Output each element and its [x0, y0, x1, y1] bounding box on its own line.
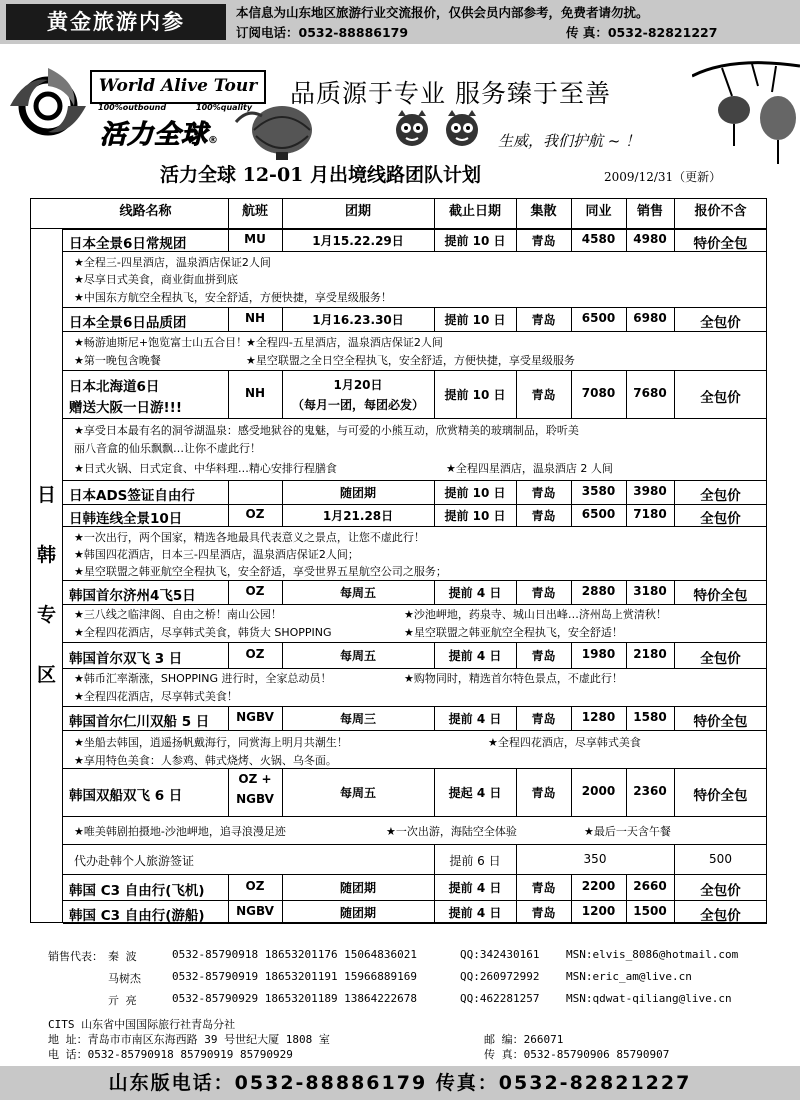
logo-subtitle-outbound: 100%outbound: [98, 103, 167, 112]
hub-city: 青岛: [531, 509, 556, 523]
header-fax: 传 真：0532-82821227: [566, 25, 718, 40]
rep-name: 马树杰: [108, 972, 141, 985]
flight-code-2: NGBV: [236, 792, 274, 806]
group-dates: 1月21.28日: [322, 509, 394, 523]
row-divider: [63, 504, 767, 505]
swirl-logo-icon: [8, 66, 88, 146]
flight-code: NGBV: [236, 903, 274, 918]
header-route-name: 线路名称: [119, 204, 172, 219]
price-note: 全包价: [700, 488, 741, 504]
route-highlight: ★享用特色美食：人参鸡、韩式烧烤、火锅、乌冬面。: [74, 754, 337, 767]
hub-city: 青岛: [531, 905, 556, 920]
flight-code: OZ +: [238, 772, 272, 786]
trade-price: 350: [583, 852, 607, 866]
header-trade-price: 同业: [585, 204, 612, 219]
column-divider: [228, 480, 229, 504]
plan-title: 活力全球 12-01 月出境线路团队计划: [160, 164, 481, 186]
route-highlight: ★第一晚包含晚餐: [74, 354, 161, 367]
hub-city: 青岛: [531, 881, 556, 895]
hub-city: 青岛: [531, 786, 556, 800]
row-divider: [63, 668, 767, 669]
route-highlight: 丽八音盒的仙乐飘飘…让你不虚此行！: [74, 442, 261, 455]
hub-city: 青岛: [531, 234, 556, 248]
route-highlight: ★沙池岬地，药泉寺、城山日出峰…济州岛上赏清秋！: [404, 608, 667, 621]
rep-phones: 0532-85790929 18653201189 13864222678: [172, 992, 418, 1005]
route-highlight: ★一次出行，两个国家，精选各地最具代表意义之景点，让您不虚此行！: [74, 531, 425, 544]
row-divider: [63, 900, 767, 901]
hub-city: 青岛: [531, 586, 556, 600]
route-highlight: ★星空联盟之全日空全程执飞，安全舒适，方便快捷，享受星级服务: [246, 354, 575, 367]
route-name: 日本ADS签证自由行: [69, 488, 195, 504]
price-note: 全包价: [700, 390, 741, 406]
rep-msn: MSN:eric_am@live.cn: [566, 970, 692, 983]
row-divider: [63, 642, 767, 643]
trade-price: 6500: [581, 311, 616, 325]
group-dates: 每周五: [339, 586, 376, 600]
region-japan-korea: 日 韩 专 区: [30, 228, 63, 923]
company-address: 地 址：青岛市市南区东海西路 39 号世纪大厦 1808 室: [48, 1033, 330, 1046]
row-divider: [63, 229, 767, 230]
group-dates: 随团期: [339, 486, 376, 500]
group-dates: 每周三: [339, 712, 376, 726]
header-sale-price: 销售: [636, 204, 663, 219]
sale-price: 6980: [633, 311, 667, 325]
group-dates: 1月16.23.30日: [312, 313, 404, 327]
trade-price: 2000: [581, 784, 616, 798]
subscribe-phone: 订阅电话：0532-88886179: [236, 25, 409, 40]
header-deadline: 截止日期: [448, 204, 501, 219]
sale-price: 7180: [633, 507, 667, 521]
row-divider: [63, 768, 767, 769]
route-highlight: ★全程四花酒店，尽享韩式美食: [488, 736, 641, 749]
deadline: 提前 10 日: [444, 313, 506, 327]
row-divider: [63, 923, 767, 924]
sale-price: 2360: [633, 784, 667, 798]
trade-price: 6500: [581, 507, 616, 521]
rep-msn: MSN:elvis_8086@hotmail.com: [566, 948, 739, 961]
header-hub: 集散: [530, 204, 557, 219]
row-divider: [63, 604, 767, 605]
route-highlight: ★尽享日式美食，商业街血拼到底: [74, 273, 238, 286]
hanging-lanterns-icon: [692, 56, 800, 166]
row-divider: [63, 331, 767, 332]
trade-price: 2200: [581, 879, 616, 893]
route-highlight: ★全程四星酒店，温泉酒店 2 人间: [446, 462, 613, 475]
slogan: 品质源于专业 服务臻于至善: [290, 79, 611, 108]
row-divider: [63, 730, 767, 731]
route-highlight: ★购物同时，精选首尔特色景点，不虚此行！: [404, 672, 623, 685]
plan-update-date: 2009/12/31（更新）: [604, 170, 722, 184]
deadline: 提前 4 日: [448, 905, 502, 920]
route-highlight: ★韩国四花酒店，日本三-四星酒店，温泉酒店保证2人间；: [74, 548, 359, 561]
hub-city: 青岛: [531, 486, 556, 500]
tagline: 生威，我们护航 ~ ！: [498, 132, 641, 150]
trade-price: 1280: [581, 710, 616, 724]
hub-city: 青岛: [531, 388, 556, 402]
group-dates: 每周五: [339, 649, 376, 663]
group-dates-note: （每月一团，每团必发）: [291, 398, 424, 412]
price-note: 特价全包: [693, 714, 748, 730]
rep-msn: MSN:qdwat-qiliang@live.cn: [566, 992, 732, 1005]
deadline: 提前 10 日: [444, 486, 506, 500]
company-phone: 电 话：0532-85790918 85790919 85790929: [48, 1048, 293, 1061]
route-name: 韩国首尔济州4飞5日: [69, 588, 196, 604]
route-highlight: ★最后一天含午餐: [584, 825, 671, 838]
row-divider: [63, 580, 767, 581]
route-highlight: ★坐船去韩国，逍遥扬帆戴海行，同赏海上明月共潮生！: [74, 736, 348, 749]
route-highlight: ★日式火锅、日式定食、中华料理…精心安排行程膳食: [74, 462, 337, 475]
sale-price: 4980: [633, 232, 667, 246]
footer-contact: 山东版电话：0532-88886179 传真：0532-82821227: [108, 1072, 692, 1094]
route-highlight: ★全程四花酒店，尽享韩式美食，韩货大 SHOPPING: [74, 626, 332, 639]
route-name: 日本北海道6日: [69, 379, 160, 395]
trade-price: 1980: [581, 647, 616, 661]
route-name: 韩国首尔仁川双船 5 日: [69, 714, 210, 730]
row-divider: [63, 816, 767, 817]
trade-price: 4580: [581, 232, 616, 246]
row-divider: [63, 370, 767, 371]
route-highlight: ★中国东方航空全程执飞，安全舒适，方便快捷，享受星级服务！: [74, 291, 392, 304]
deadline: 提前 10 日: [444, 388, 506, 402]
hub-city: 青岛: [531, 712, 556, 726]
row-divider: [63, 526, 767, 527]
group-dates: 每周五: [339, 786, 376, 800]
deadline: 提起 4 日: [448, 786, 502, 800]
row-divider: [63, 307, 767, 308]
rep-name: 秦 波: [108, 950, 137, 963]
route-name: 日韩连线全景10日: [69, 511, 183, 527]
deadline: 提前 6 日: [449, 854, 501, 868]
route-name: 日本全景6日常规团: [69, 236, 187, 252]
header-group-dates: 团期: [344, 204, 371, 219]
flight-code: OZ: [245, 879, 265, 893]
group-dates: 随团期: [339, 881, 376, 895]
route-highlight: ★全程三-四星酒店，温泉酒店保证2人间: [74, 256, 271, 269]
trade-price: 7080: [581, 386, 616, 400]
member-notice: 本信息为山东地区旅游行业交流报价，仅供会员内部参考，免费者请勿扰。: [236, 5, 649, 20]
route-name: 日本全景6日品质团: [69, 315, 187, 331]
trade-price: 1200: [581, 903, 616, 918]
row-divider: [63, 844, 767, 845]
deadline: 提前 10 日: [444, 509, 506, 523]
price-note: 全包价: [700, 651, 741, 667]
header-flight: 航班: [241, 204, 268, 219]
rep-qq: QQ:260972992: [460, 970, 540, 983]
flight-code: NGBV: [236, 710, 274, 724]
route-name: 韩国双船双飞 6 日: [69, 788, 183, 804]
row-divider: [63, 251, 767, 252]
sale-price: 1580: [633, 710, 667, 724]
logo-subtitle-quality: 100%quality: [196, 103, 253, 112]
route-highlight: ★韩币汇率渐涨，SHOPPING 进行时，全家总动员！: [74, 672, 332, 685]
deadline: 提前 10 日: [444, 234, 506, 248]
sale-price: 2660: [633, 879, 667, 893]
route-name: 代办赴韩个人旅游签证: [74, 854, 195, 868]
price-note: 全包价: [700, 907, 741, 924]
row-divider: [63, 418, 767, 419]
trade-price: 3580: [581, 484, 616, 498]
route-highlight: ★三八线之临津阁、自由之桥！南山公园！: [74, 608, 282, 621]
trade-price: 2880: [581, 584, 616, 598]
group-dates: 随团期: [339, 905, 376, 920]
route-highlight: ★全程四花酒店，尽享韩式美食！: [74, 690, 238, 703]
route-highlight: ★一次出游，海陆空全体验: [386, 825, 517, 838]
route-name: 韩国 C3 自由行(飞机): [69, 883, 205, 899]
route-name: 韩国 C3 自由行(游船): [69, 907, 205, 924]
route-highlight: ★全程四-五星酒店，温泉酒店保证2人间: [246, 336, 443, 349]
route-highlight: ★星空联盟之韩亚航空全程执飞，安全舒适！: [404, 626, 623, 639]
hub-city: 青岛: [531, 313, 556, 327]
rep-qq: QQ:342430161: [460, 948, 540, 961]
group-dates: 1月20日: [333, 378, 383, 392]
logo-english-name: World Alive Tour: [90, 70, 266, 104]
route-highlight: ★享受日本最有名的洞爷湖温泉：感受地狱谷的鬼魅，与可爱的小熊互动，欣赏精美的玻璃制品，聆听美: [74, 424, 579, 437]
rep-name: 亓 亮: [108, 994, 137, 1007]
deadline: 提前 4 日: [448, 649, 502, 663]
price-note: 全包价: [700, 511, 741, 527]
tiger-mascots-icon: [390, 108, 486, 152]
flight-code: NH: [244, 386, 266, 400]
group-dates: 1月15.22.29日: [312, 234, 404, 248]
flight-code: OZ: [245, 584, 265, 598]
deadline: 提前 4 日: [448, 712, 502, 726]
logo-chinese-name: 活力全球®: [100, 120, 220, 150]
route-name-bonus: 赠送大阪一日游!!!: [69, 400, 182, 416]
price-note: 全包价: [700, 883, 741, 899]
company-name: CITS 山东省中国国际旅行社青岛分社: [48, 1018, 236, 1031]
rep-qq: QQ:462281257: [460, 992, 540, 1005]
company-fax: 传 真：0532-85790906 85790907: [484, 1048, 670, 1061]
route-highlight: ★唯美韩剧拍摄地-沙池岬地，追寻浪漫足迹: [74, 825, 286, 838]
price-note: 全包价: [700, 315, 741, 331]
sale-price: 500: [709, 852, 732, 866]
brand-title: 黄金旅游内参: [6, 4, 226, 40]
sales-label: 销售代表：: [48, 950, 103, 963]
sale-price: 3180: [633, 584, 667, 598]
deadline: 提前 4 日: [448, 881, 502, 895]
flight-code: OZ: [245, 507, 265, 521]
sale-price: 1500: [633, 903, 667, 918]
sale-price: 2180: [633, 647, 667, 661]
company-postcode: 邮 编：266071: [484, 1033, 564, 1046]
price-note: 特价全包: [693, 236, 748, 252]
price-note: 特价全包: [693, 788, 748, 804]
deadline: 提前 4 日: [448, 586, 502, 600]
flight-code: MU: [244, 232, 266, 246]
lantern-decoration-icon: [232, 100, 328, 166]
flight-code: OZ: [245, 647, 265, 661]
route-name: 韩国首尔双飞 3 日: [69, 651, 183, 667]
sale-price: 7680: [633, 386, 667, 400]
price-note: 特价全包: [693, 588, 748, 604]
sale-price: 3980: [633, 484, 667, 498]
header-price-note: 报价不含: [694, 204, 747, 219]
row-divider: [63, 480, 767, 481]
hub-city: 青岛: [531, 649, 556, 663]
route-highlight: ★畅游迪斯尼+饱览富士山五合目！: [74, 336, 248, 349]
row-divider: [63, 874, 767, 875]
row-divider: [63, 706, 767, 707]
rep-phones: 0532-85790919 18653201191 15966889169: [172, 970, 418, 983]
rep-phones: 0532-85790918 18653201176 15064836021: [172, 948, 418, 961]
flight-code: NH: [244, 311, 266, 325]
route-highlight: ★星空联盟之韩亚航空全程执飞，安全舒适，享受世界五星航空公司之服务；: [74, 565, 447, 578]
